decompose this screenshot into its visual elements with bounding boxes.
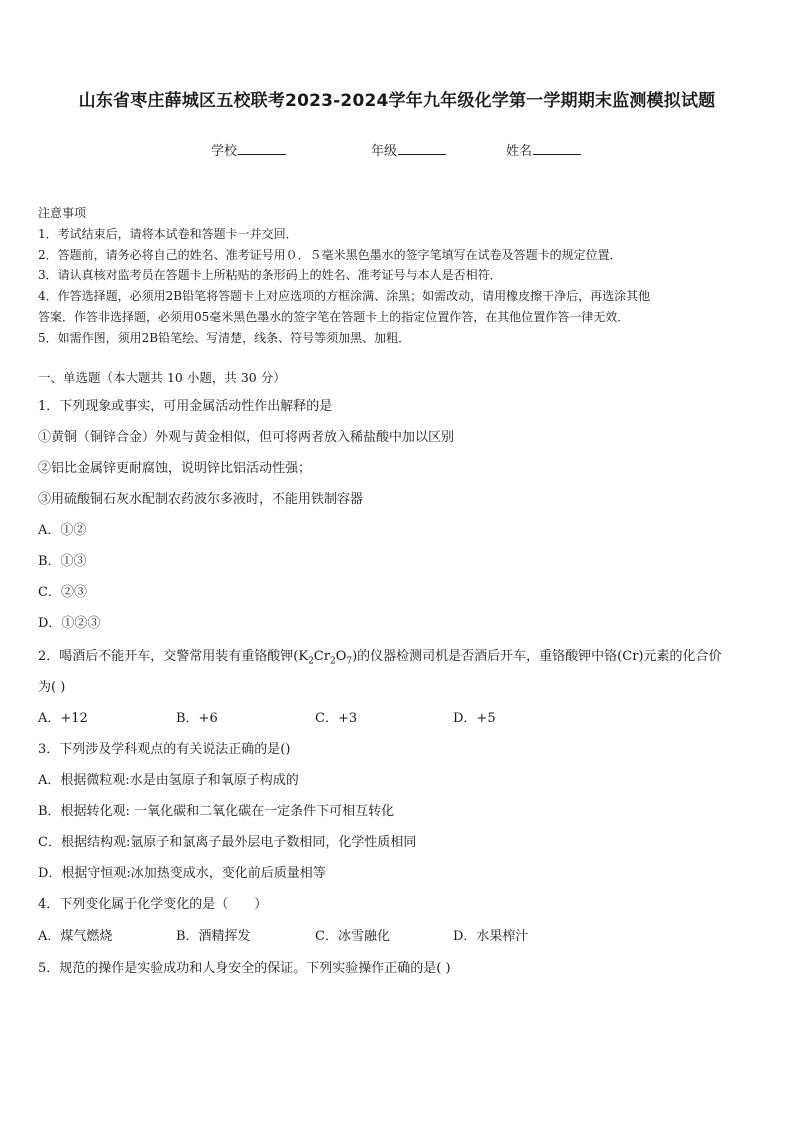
name-field bbox=[506, 140, 581, 159]
q3-option-b: B．根据转化观: 一氧化碳和二氧化碳在一定条件下可相互转化 bbox=[38, 804, 395, 819]
q2-stem-part: )的仪器检测司机是否酒后开车，重铬酸钾中铬(Cr)元素的化合价 bbox=[352, 649, 722, 664]
q3-option-d: D．根据守恒观:冰加热变成水，变化前后质量相等 bbox=[38, 866, 326, 881]
notice-heading: 注意事项 bbox=[38, 206, 87, 220]
grade-label: 年级 bbox=[371, 144, 398, 159]
notice-line: 4．作答选择题，必须用2B铅笔将答题卡上对应选项的方框涂满、涂黑；如需改动，请用橡皮擦干净后，再选涂其他 bbox=[38, 289, 651, 304]
q4-option-c: C．冰雪融化 bbox=[315, 929, 390, 944]
q1-statement-1: ①黄铜（铜锌合金）外观与黄金相似，但可将两者放入稀盐酸中加以区别 bbox=[38, 430, 455, 445]
notice-section bbox=[38, 203, 758, 349]
q4-option-a: A．煤气燃烧 bbox=[38, 929, 113, 944]
notice-line: 2．答题前，请务必将自己的姓名、准考证号用０．５毫米黑色墨水的签字笔填写在试卷及答题卡的规定位置． bbox=[38, 247, 622, 262]
q2-option-a: A．+12 bbox=[38, 711, 88, 726]
notice-line: 1．考试结束后，请将本试卷和答题卡一并交回． bbox=[38, 226, 298, 241]
q3-option-c: C．根据结构观:氩原子和氯离子最外层电子数相同，化学性质相同 bbox=[38, 835, 417, 850]
q4-option-b: B．酒精挥发 bbox=[176, 929, 251, 944]
exam-title: 山东省枣庄薛城区五校联考2023-2024学年九年级化学第一学期期末监测模拟试题 bbox=[78, 91, 716, 111]
school-field bbox=[211, 140, 286, 159]
name-label: 姓名 bbox=[506, 144, 533, 159]
q1-statement-2: ②铝比金属锌更耐腐蚀，说明锌比铝活动性强； bbox=[38, 461, 312, 476]
q2-stem-part: 2．喝酒后不能开车，交警常用装有重铬酸钾(K bbox=[38, 649, 309, 664]
grade-blank bbox=[398, 141, 446, 155]
q3-stem: 3．下列涉及学科观点的有关说法正确的是() bbox=[38, 742, 291, 757]
q1-statement-3: ③用硫酸铜石灰水配制农药波尔多液时，不能用铁制容器 bbox=[38, 492, 364, 507]
name-blank bbox=[533, 141, 581, 155]
q2-subscript: 2 bbox=[308, 656, 314, 667]
grade-field bbox=[371, 140, 446, 159]
q2-option-d: D．+5 bbox=[453, 711, 496, 726]
q1-option-c: C．②③ bbox=[38, 585, 87, 600]
q2-stem-part: O bbox=[335, 649, 347, 664]
q4-option-d: D．水果榨汁 bbox=[453, 929, 529, 944]
q1-stem: 1．下列现象或事实，可用金属活动性作出解释的是 bbox=[38, 399, 333, 414]
notice-line: 5．如需作图，须用2B铅笔绘、写清楚，线条、符号等须加黑、加粗． bbox=[38, 330, 411, 345]
q2-stem-continued: 为( ) bbox=[38, 680, 66, 695]
q2-option-b: B．+6 bbox=[176, 711, 218, 726]
q1-option-b: B．①③ bbox=[38, 554, 87, 569]
q1-option-a: A．①② bbox=[38, 523, 87, 538]
q2-option-c: C．+3 bbox=[315, 711, 358, 726]
q4-stem: 4．下列变化属于化学变化的是（ ） bbox=[38, 897, 268, 912]
section-heading: 一、单选题（本大题共 10 小题，共 30 分） bbox=[38, 370, 286, 385]
notice-line: 答案．作答非选择题，必须用05毫米黑色墨水的签字笔在答题卡上的指定位置作答，在其他位置作答一律无效． bbox=[38, 309, 630, 324]
q5-stem: 5．规范的操作是实验成功和人身安全的保证。下列实验操作正确的是( ) bbox=[38, 961, 451, 976]
school-label: 学校 bbox=[211, 144, 238, 159]
q2-stem-part: Cr bbox=[313, 649, 330, 664]
notice-line: 3．请认真核对监考员在答题卡上所粘贴的条形码上的姓名、准考证号与本人是否相符． bbox=[38, 268, 502, 283]
q3-option-a: A．根据微粒观:水是由氢原子和氧原子构成的 bbox=[38, 773, 299, 788]
q2-stem bbox=[38, 645, 722, 667]
q2-subscript: 7 bbox=[346, 656, 353, 667]
school-blank bbox=[238, 141, 286, 155]
q1-option-d: D．①②③ bbox=[38, 616, 101, 631]
q2-subscript: 2 bbox=[329, 656, 336, 667]
